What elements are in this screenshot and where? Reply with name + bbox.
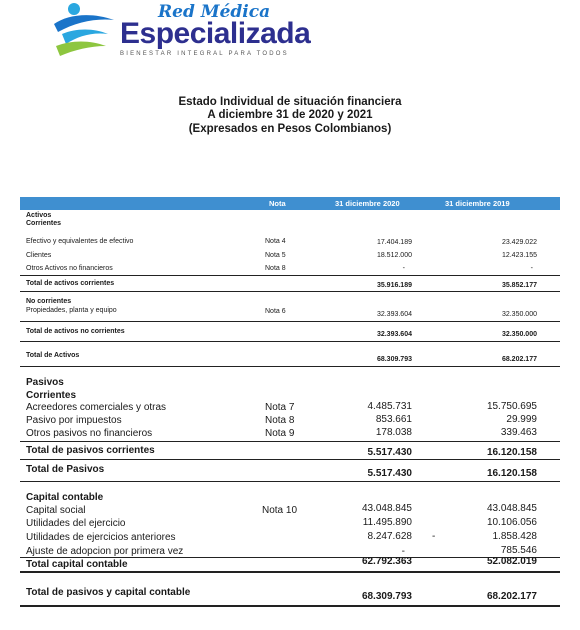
swoosh-figure-icon (48, 0, 120, 60)
section-capital-contable: Capital contable (26, 492, 104, 503)
table-header (20, 197, 560, 210)
divider (20, 321, 560, 322)
subsection-pasivos-corrientes: Corrientes (26, 390, 77, 401)
divider (20, 481, 560, 482)
logo-tagline: BIENESTAR INTEGRAL PARA TODOS (120, 51, 289, 57)
subsection-activos-corrientes: Corrientes (26, 220, 62, 227)
divider (20, 291, 560, 292)
divider (20, 441, 560, 442)
divider (20, 605, 560, 607)
section-activos: Activos (26, 212, 52, 219)
logo-red-medica: Red Médica (158, 2, 271, 22)
company-logo (48, 0, 310, 62)
divider (20, 366, 560, 367)
divider (20, 341, 560, 342)
divider (20, 275, 560, 276)
section-pasivos: Pasivos (26, 377, 64, 388)
report-date: A diciembre 31 de 2020 y 2021 (207, 109, 373, 121)
header-2019: 31 diciembre 2019 (445, 199, 510, 208)
divider (20, 459, 560, 460)
divider (20, 571, 560, 573)
header-2020: 31 diciembre 2020 (335, 199, 400, 208)
report-currency-note: (Expresados en Pesos Colombianos) (188, 123, 392, 135)
subsection-no-corrientes: No corrientes (26, 298, 72, 305)
logo-especializada: Especializada (120, 17, 311, 50)
report-title: Estado Individual de situación financiera (178, 96, 402, 108)
header-nota: Nota (269, 199, 286, 208)
